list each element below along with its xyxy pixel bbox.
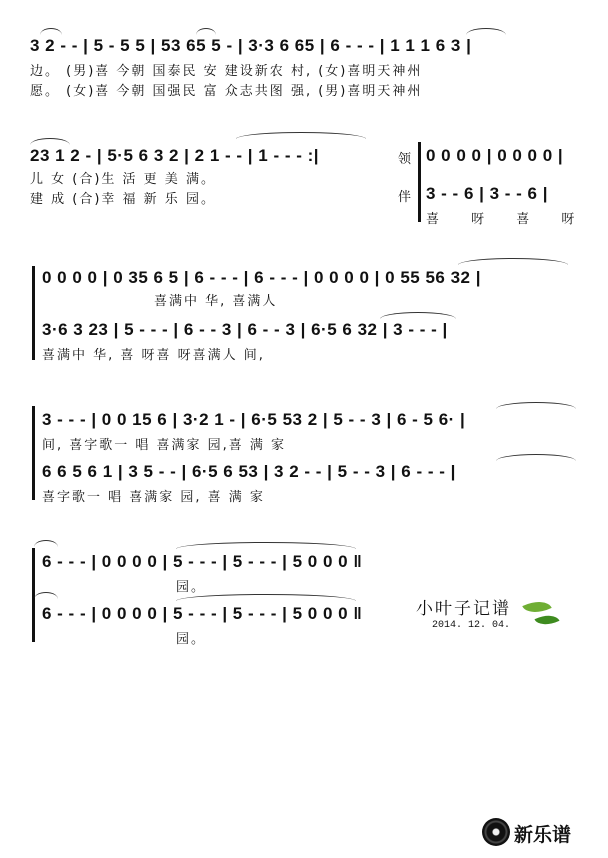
system2-lyric-2: 建 成 (合)幸 福 新 乐 园。 — [30, 192, 216, 207]
slur — [176, 594, 356, 601]
slur — [34, 540, 58, 547]
system4-lower-lyric: 喜字歌一 唱 喜满家 园, 喜 满 家 — [42, 490, 265, 505]
accompaniment-part-notes: 3 - - 6 | 3 - - 6 | — [426, 184, 548, 203]
slur — [458, 258, 568, 265]
vinyl-disc-icon — [482, 818, 510, 846]
system1-lyric-1: 边。 (男)喜 今朝 国泰民 安 建设新农 村, (女)喜明天神州 — [30, 64, 423, 79]
slur — [30, 138, 70, 145]
slur — [40, 28, 62, 35]
system3-upper-lyric: 喜满中 华, 喜满人 — [154, 294, 278, 309]
slur — [496, 454, 576, 461]
part-bracket — [32, 266, 35, 360]
system4-upper-lyric: 间, 喜字歌一 唱 喜满家 园,喜 满 家 — [42, 438, 287, 453]
transcriber-signature: 小叶子记谱 — [416, 599, 511, 619]
lead-part-notes: 0 0 0 0 | 0 0 0 0 | — [426, 146, 564, 165]
system3-lower-notes: 3·6 3 23 | 5 - - - | 6 - - 3 | 6 - - 3 | 6·5 6 32 | 3 - - - | — [42, 320, 448, 339]
system3-lower-lyric: 喜满中 华, 喜 呀喜 呀喜满人 间, — [42, 348, 265, 363]
accompaniment-label: 伴 — [398, 190, 414, 205]
system3-upper-notes: 0 0 0 0 | 0 35 6 5 | 6 - - - | 6 - - - | 0 0 0 0 | 0 55 56 32 | — [42, 268, 481, 287]
part-bracket — [418, 142, 421, 222]
slur — [496, 402, 576, 409]
system1-lyric-2: 愿。 (女)喜 今朝 国强民 富 众志共图 强, (男)喜明天神州 — [30, 84, 423, 99]
system4-upper-notes: 3 - - - | 0 0 15 6 | 3·2 1 - | 6·5 53 2 | 5 - - 3 | 6 - 5 6· | — [42, 410, 466, 429]
slur — [176, 542, 356, 549]
slur — [466, 28, 506, 35]
slur — [236, 132, 366, 139]
system5-upper-notes: 6 - - - | 0 0 0 0 | 5 - - - | 5 - - - | 5 0 0 0 ‖ — [42, 552, 363, 571]
slur — [34, 592, 58, 599]
system2-lyric-1: 儿 女 (合)生 活 更 美 满。 — [30, 172, 216, 187]
leaf-icon — [534, 610, 559, 630]
system5-upper-lyric: 园。 — [176, 580, 207, 595]
transcription-date: 2014. 12. 04. — [432, 620, 511, 631]
accompaniment-lyric: 喜 呀 喜 呀 — [426, 212, 589, 227]
brand-name: 新乐谱 — [514, 824, 572, 846]
system5-lower-notes: 6 - - - | 0 0 0 0 | 5 - - - | 5 - - - | 5 0 0 0 ‖ — [42, 604, 363, 623]
system2-notes: 23 1 2 - | 5·5 6 3 2 | 2 1 - - | 1 - - - :| — [30, 146, 320, 165]
lead-label: 领 — [398, 152, 414, 167]
system5-lower-lyric: 园。 — [176, 632, 207, 647]
slur — [380, 312, 456, 319]
system1-notes: 3 2 - - | 5 - 5 5 | 53 65 5 - | 3·3 6 65 | 6 - - - | 1 1 1 6 3 | — [30, 36, 472, 55]
system4-lower-notes: 6 6 5 6 1 | 3 5 - - | 6·5 6 53 | 3 2 - - | 5 - - 3 | 6 - - - | — [42, 462, 456, 481]
slur — [196, 28, 216, 35]
part-bracket — [32, 406, 35, 500]
